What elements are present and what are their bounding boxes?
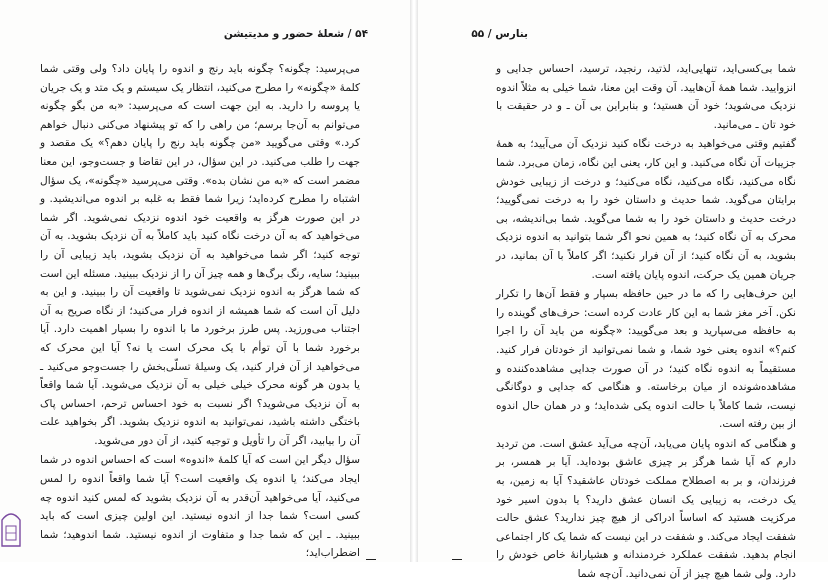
library-stamp-icon [0,506,22,548]
right-paragraph-2: گفتیم وقتی می‌خواهید به درخت نگاه کنید نزدیک آن می‌آیید؛ به همهٔ جزییات آن نگاه می‌کنید. و این کار، یعنی این نگاه، زمان می‌برد. شما نگاه می‌کنید، نگاه می‌کنید، نگاه می‌کنید؛ و درخت از زیبایی خودش برایتان می‌گوید. شما حدیث و داستان خود را به درخت نمی‌گویید؛ درخت حدیث و داستان خود را به شما می‌گوید. شما بی‌اندیشه، بی‌ محرک به آن نگاه کنید؛ به همین نحو اگر شما بتوانید به اندوه نزدیک بشوید، به آن نگاه کنید؛ از آن فرار نکنید؛ اگر کاملاً با آن بمانید، در جریان همین یک حرکت، اندوه پایان یافته است. [496,138,796,281]
right-page [418,0,828,581]
crop-mark [366,559,376,560]
right-paragraph-1: شما بی‌کسی‌اید، تنهایی‌اید، لذتید، رنجید، ترسید، احساس جدایی و انزوایید. شما همهٔ آن‌هایید. آن وقت این معنا، شما خیلی به مثلاً اندوه نزدیک می‌شوید؛ خود آن هستید؛ و بنابراین بی‌ آن ـ و در حقیقت با خود تان ـ می‌مانید. [496,63,796,131]
left-paragraph-1: می‌پرسید: چگونه؟ چگونه باید رنج و اندوه را پایان داد؟ ولی وقتی شما کلمهٔ «چگونه» را مطرح می‌کنید، انتظار یک سیستم و یک متد و یک جریان یا پروسه را دارید. به این جهت است که می‌پرسید: «به من بگو چگونه می‌توانم به آن‌جا برسم؛ من راهی را که تو پیشنهاد می‌کنی دنبال خواهم کرد.» وقتی می‌گویید «من چگونه باید رنج را پایان دهم؟» یک مقصد و جهت را طلب می‌کنید. در این سؤال، در این تقاضا و جست‌وجو، این معنا مضمر است که «به من نشان بده». وقتی می‌پرسید «چگونه»، یک سؤال اشتباه را مطرح کرده‌اید؛ زیرا شما فقط به غلبه بر اندوه می‌اندیشید. و در این صورت هرگز به واقعیت خود اندوه نزدیک نمی‌شوید. اگر شما می‌خواهید که به آن درخت نگاه کنید باید کاملاً به آن نزدیک بشوید. به آن توجه کنید؛ اگر شما می‌خواهید به آن نزدیک بشوید، باید زیبایی آن را ببینید؛ سایه، رنگ برگ‌ها و همه چیز آن را از نزدیک ببینید. مسئله این است که شما هرگز به اندوه نزدیک نمی‌شوید تا واقعیت آن را ببینید. و این به دلیل آن است که شما همیشه از اندوه فرار می‌کنید؛ از نگاه صریح به آن اجتناب می‌ورزید. پس طرز برخورد ما با اندوه را بسیار اهمیت دارد. آیا برخورد شما با آن توأم با یک محرک است یا نه؟ آیا این محرک که می‌خواهید از آن فرار کنید، یک وسیلهٔ تسلّی‌بخش را جست‌وجو می‌کنید ـ یا بدون هر گونه محرک خیلی خیلی به آن نزدیک می‌شوید. آیا شما واقعاً به آن نزدیک می‌شوید؟ اگر نسبت به خود احساس ترحم، احساس پاک باختگی داشته باشید، نمی‌توانید به اندوه نزدیک بشوید. اگر بخواهید علت آن را بیابید، اگر آن را تأویل و توجیه کنید، از آن دور می‌شوید. [40,63,360,447]
right-paragraph-4: و هنگامی که اندوه پایان می‌یابد، آن‌چه می‌آید عشق است. من تردید دارم که آیا شما هرگز بر چیزی عاشق بوده‌اید. آیا بر همسر، بر فرزندان، و بر به اصطلاح مملکت خودتان عاشقید؟ آیا به زمین، به یک درخت، به زیبایی یک انسان عشق دارید؟ یا بدون اسیر خود مرکزیت هستید که اساساً ادراکی از هیچ چیز ندارید؟ عشق حالت شفقت ایجاد می‌کند. و شفقت در این نیست که شما یک کار اجتماعی انجام بدهید. شفقت عملکرد خردمندانه و هشیارانهٔ خاص خودش را دارد. ولی شما هیچ چیز از آن نمی‌دانید. آن‌چه شما [496,437,796,581]
left-page-body [40,60,360,563]
left-page [0,0,410,562]
crop-mark [452,559,462,560]
left-paragraph-2: سؤال دیگر این است که آیا کلمهٔ «اندوه» است که احساس اندوه در شما ایجاد می‌کند؛ یا اندوه یک واقعیت است؟ آیا شما واقعاً اندوه را لمس می‌کنید، آیا می‌خواهید آن‌قدر به آن نزدیک بشوید که لمس کنید اندوه چه کسی است؟ شما جدا از اندوه نیستید. این اولین چیزی است که باید ببینید. ـ این که شما جدا و متفاوت از اندوه نیستید. شما اندوهید؛ شما اضطراب‌اید؛ [40,454,360,560]
right-paragraph-3: این حرف‌هایی را که ما در حین حافظه بسپار و فقط آن‌ها را تکرار نکن. آخر مغز شما به این کار عادت کرده است: حرف‌های گوینده را به حافظه می‌سپارید و بعد می‌گویید: «چگونه من باید آن را اجرا کنم؟» اندوه یعنی خود شما، و شما نمی‌توانید از خودتان فرار کنید. مستقیماً به اندوه نگاه کنید؛ در آن صورت جدایی مشاهده‌کننده و مشاهده‌شونده از میان برخاسته. و هنگامی که جدایی و دوگانگی نیست، شما کاملاً با حالت اندوه یکی شده‌اید؛ و در همان حال اندوه از بین رفته است. [496,288,796,431]
book-gutter [410,0,418,562]
right-page-body [496,60,796,584]
right-page-header: بنارس / ۵۵ [471,28,528,40]
left-page-header: ۵۴ / شعلهٔ حضور و مدیتیشن [223,28,368,40]
